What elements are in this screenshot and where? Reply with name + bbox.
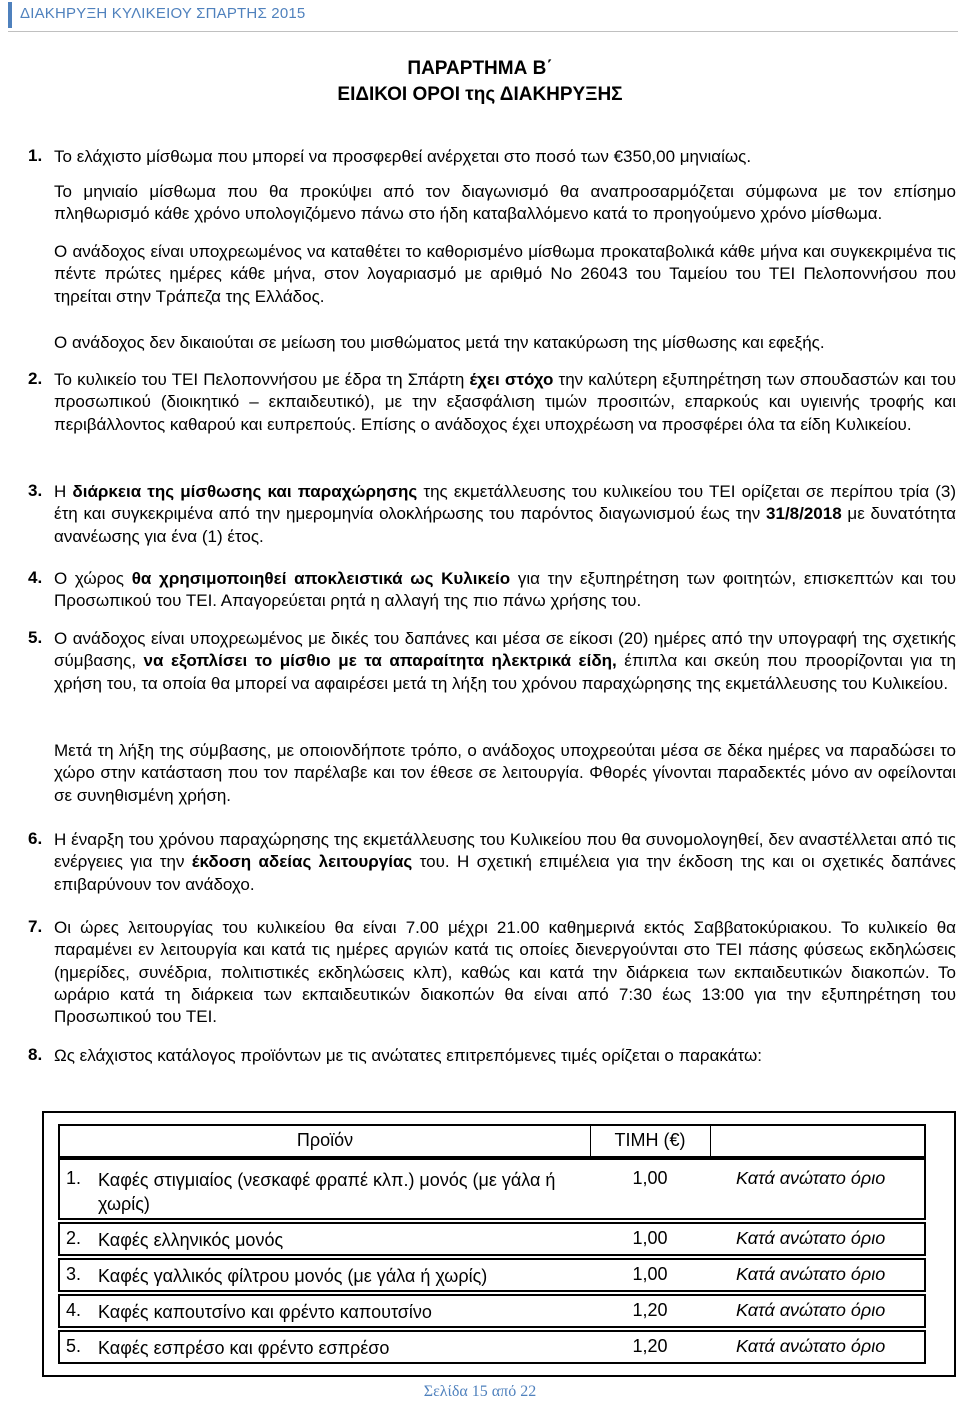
product-price: 1,20 (632, 1336, 668, 1356)
section-2-text (54, 369, 956, 436)
product-price: 1,20 (632, 1300, 668, 1320)
bold-run: θα χρησιμοποιηθεί αποκλειστικά ως Κυλικείο (131, 569, 511, 588)
price-note: Κατά ανώτατο όριο (736, 1300, 886, 1320)
price-note: Κατά ανώτατο όριο (736, 1168, 886, 1188)
text-run: την καλύτερη εξυπηρέτηση των σπουδαστών και του προσωπικού (διοικητικό – εκπαιδευτικό), με την εξασφάλιση τιμών προσιτών, επαρκούς και υγιεινής τροφής και περιβάλλοντος καθαρού και ευπρεπούς. Επίσης ο ανάδοχος έχει υποχρέωση να προσφέρει όλα τα είδη Κυλικείου. (54, 370, 956, 434)
section-5-text (54, 628, 956, 695)
paragraph: Ο ανάδοχος δεν δικαιούται σε μείωση του μισθώματος μετά την κατακύρωση της μίσθωσης και εφεξής. (54, 333, 825, 352)
column-divider (710, 1126, 711, 1156)
paragraph: Το μηνιαίο μίσθωμα που θα προκύψει από τον διαγωνισμό θα αναπροσαρμόζεται σύμφωνα με τον επίσημο πληθωρισμό κάθε χρόνο υπολογιζόμενο πάνω στο ήδη καταβαλλόμενο κατά το προηγούμενο χρόνο μίσθωμα. (54, 182, 956, 224)
table-row (58, 1222, 926, 1256)
header-product: Προϊόν (296, 1130, 354, 1150)
product-name: Καφές καπουτσίνο και φρέντο καπουτσίνο (98, 1302, 432, 1322)
paragraph: Οι ώρες λειτουργίας του κυλικείου θα είναι 7.00 μέχρι 21.00 καθημερινά εκτός Σαββατοκύριακου. Το κυλικείο θα παραμένει εν λειτουργία και κατά τις ημέρες αργιών κατά τις οποίες διενεργούνται στο ΤΕΙ πάσης φύσεως εκδηλώσεις (ημερίδες, συνέδρια, πολιτιστικές εκδηλώσεις κλπ), καθώς και κατά την διάρκεια των εκπαιδευτικών διακοπών. Το ωράριο κατά τη διάρκεια των εκπαιδευτικών διακοπών θα είναι από 7:30 έως 13:00 για την εξυπηρέτηση του Προσωπικού του ΤΕΙ. (54, 918, 956, 1027)
price-note: Κατά ανώτατο όριο (736, 1228, 886, 1248)
header-rule (8, 31, 958, 32)
text-run: Ο ανάδοχος είναι υποχρεωμένος με δικές του δαπάνες και μέσα σε είκοσι (20) ημέρες από την υπογραφή της σχετικής σύμβασης, (54, 629, 956, 671)
text-run: έπιπλα και σκεύη που προορίζονται για τη χρήση του, τα οποία θα μπορεί να αφαιρέσει μετά τη λήξη του χρόνου παραχώρησης της εκμετάλλευσης του Κυλικείου. (54, 651, 956, 693)
text-run: Ο χώρος (54, 569, 132, 588)
section-4-text (54, 568, 956, 613)
table-row (58, 1258, 926, 1292)
row-index: 5. (66, 1336, 82, 1356)
header-accent-bar (8, 2, 12, 28)
bold-run: διάρκεια της μίσθωσης και παραχώρησης (72, 482, 418, 501)
section-number: 6. (28, 829, 43, 848)
product-name: Καφές στιγμιαίος (νεσκαφέ φραπέ κλπ.) μονός (με γάλα ή χωρίς) (98, 1170, 556, 1214)
section-number: 5. (28, 628, 43, 647)
header-price: ΤΙΜΗ (€) (614, 1130, 686, 1150)
row-index: 1. (66, 1168, 82, 1188)
bold-run: έκδοση αδείας λειτουργίας (191, 852, 413, 872)
text-run: του. Η σχετική επιμέλεια για την έκδοση της και οι σχετικές δαπάνες επιβαρύνουν τον ανάδοχο. (54, 852, 956, 894)
section-number: 2. (28, 369, 43, 388)
page-number: Σελίδα 15 από 22 (423, 1383, 537, 1400)
text-run: για την εξυπηρέτηση των φοιτητών, επισκεπτών και του Προσωπικού του ΤΕΙ. Απαγορεύεται ρητά η αλλαγή της πιο πάνω χρήσης του. (54, 569, 957, 611)
product-price: 1,00 (632, 1168, 668, 1188)
section-number: 3. (28, 481, 43, 500)
bold-run: να εξοπλίσει το μίσθιο με τα απαραίτητα ηλεκτρικά είδη, (143, 651, 617, 671)
table-header-row (58, 1124, 926, 1158)
paragraph: Ο ανάδοχος είναι υποχρεωμένος να καταθέτει το καθορισμένο μίσθωμα προκαταβολικά κάθε μήνα και συγκεκριμένα τις πέντε πρώτες ημέρες κάθε μήνα, στον λογαριασμό με αριθμό Νο 26043 του Ταμείου του ΤΕΙ Πελοποννήσου που τηρείται στην Τράπεζα της Ελλάδος. (54, 242, 956, 306)
product-name: Καφές γαλλικός φίλτρου μονός (με γάλα ή χωρίς) (98, 1266, 488, 1286)
text-run: της εκμετάλλευσης του κυλικείου του ΤΕΙ ορίζεται σε περίπου τρία (3) έτη και συγκεκριμένα από την ημερομηνία ολοκλήρωσης του παρόντος διαγωνισμού έως την (54, 482, 957, 524)
paragraph: Μετά τη λήξη της σύμβασης, με οποιονδήποτε τρόπο, ο ανάδοχος υποχρεούται μέσα σε δέκα ημέρες να παραδώσει το χώρο στην κατάσταση που τον παρέλαβε και τον έθεσε σε λειτουργία. Φθορές γίνονται παραδεκτές μόνο αν οφείλονται σε συνηθισμένη χρήση. (54, 741, 956, 805)
product-price: 1,00 (632, 1228, 668, 1248)
row-index: 2. (66, 1228, 82, 1248)
text-run: Η έναρξη του χρόνου παραχώρησης της εκμετάλλευσης του Κυλικείου που θα συνομολογηθεί, δεν αναστέλλεται από τις ενέργειες για την (54, 830, 956, 872)
text-run: Η (54, 482, 73, 501)
text-run: Το κυλικείο του ΤΕΙ Πελοποννήσου με έδρα τη Σπάρτη (54, 370, 470, 389)
price-note: Κατά ανώτατο όριο (736, 1264, 886, 1284)
row-index: 4. (66, 1300, 82, 1320)
text-run: με δυνατότητα ανανέωσης για ένα (1) έτος. (54, 504, 957, 546)
appendix-subtitle: ΕΙΔΙΚΟΙ ΟΡΟΙ της ΔΙΑΚΗΡΥΞΗΣ (337, 84, 623, 105)
section-number: 7. (28, 917, 43, 936)
section-6-text (54, 829, 956, 896)
paragraph: Ως ελάχιστος κατάλογος προϊόντων με τις ανώτατες επιτρεπόμενες τιμές ορίζεται ο παρακάτω: (54, 1046, 762, 1065)
section-number: 8. (28, 1045, 43, 1064)
price-note: Κατά ανώτατο όριο (736, 1336, 886, 1356)
running-header (0, 0, 960, 30)
table-row (58, 1330, 926, 1364)
section-number: 1. (28, 146, 43, 165)
product-name: Καφές ελληνικός μονός (98, 1230, 284, 1250)
section-number: 4. (28, 568, 43, 587)
paragraph: Το ελάχιστο μίσθωμα που μπορεί να προσφερθεί ανέρχεται στο ποσό των €350,00 μηνιαίως. (54, 147, 752, 166)
row-index: 3. (66, 1264, 82, 1284)
product-name: Καφές εσπρέσο και φρέντο εσπρέσο (98, 1338, 390, 1358)
appendix-title: ΠΑΡΑΡΤΗΜΑ Β΄ (407, 58, 553, 79)
table-row (58, 1158, 926, 1220)
table-row (58, 1294, 926, 1328)
bold-run: 31/8/2018 (766, 504, 842, 524)
bold-run: έχει στόχο (469, 370, 554, 389)
section-3-text (54, 481, 956, 548)
running-title: ΔΙΑΚΗΡΥΞΗ ΚΥΛΙΚΕΙΟΥ ΣΠΑΡΤΗΣ 2015 (20, 5, 306, 22)
product-price: 1,00 (632, 1264, 668, 1284)
